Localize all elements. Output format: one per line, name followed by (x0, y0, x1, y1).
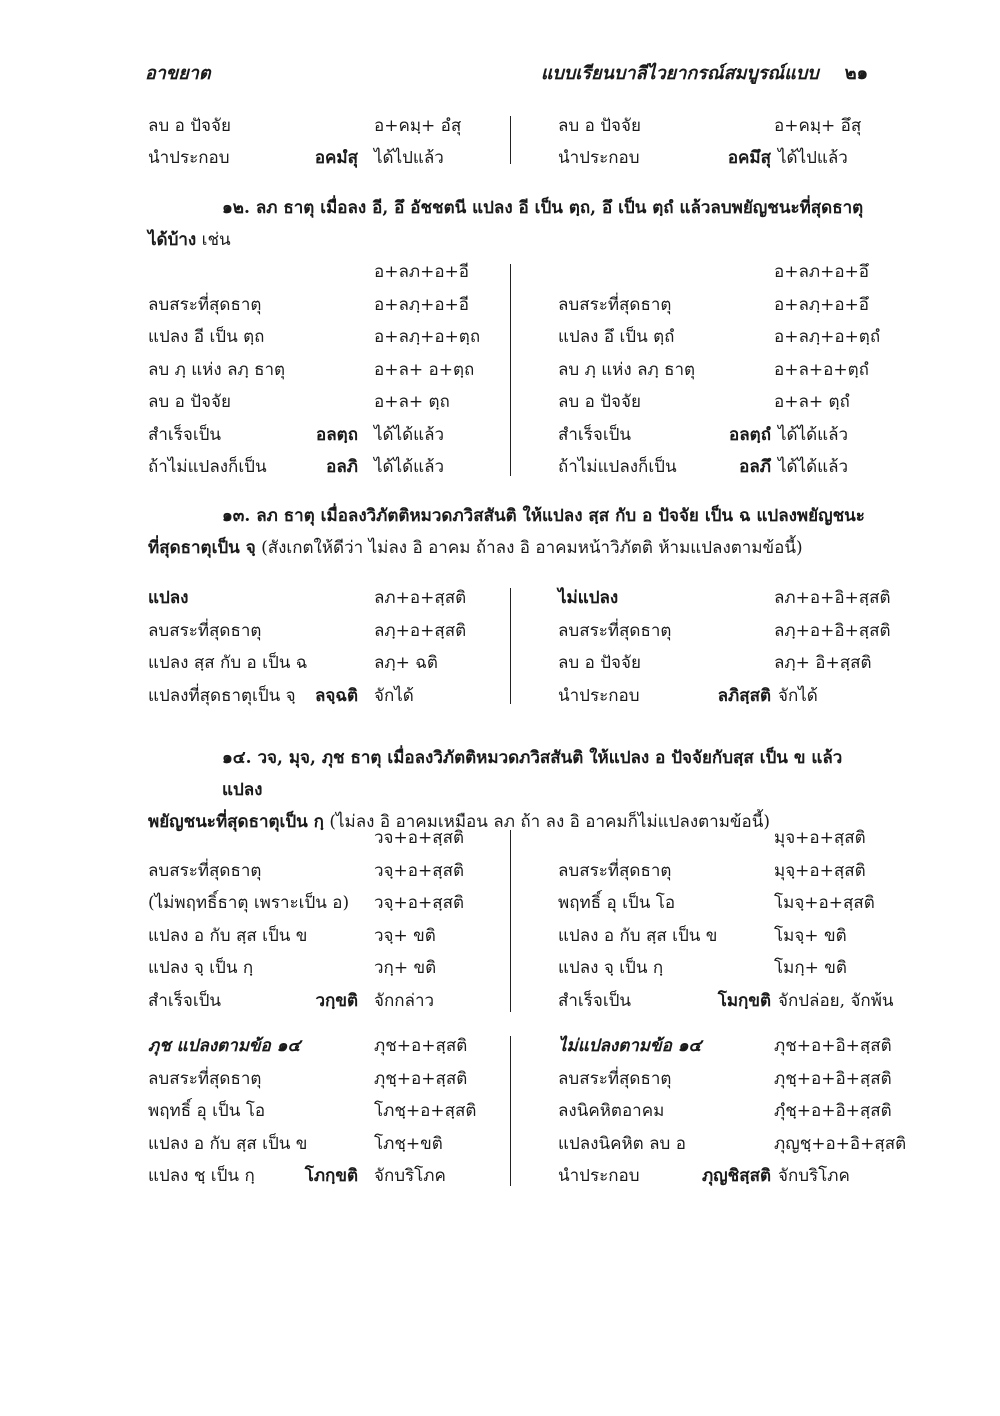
derivation-row (558, 356, 903, 384)
step-label: นำประกอบ (148, 148, 230, 168)
step-form: อ+ลภฺ+อ+ตฺถ (374, 327, 481, 347)
step-label: สำเร็จเป็น (148, 990, 222, 1011)
derivation-row (148, 144, 493, 172)
step-label: ลบ ภฺ แห่ง ลภฺ ธาตุ (148, 359, 286, 380)
step-label: แปลง จฺ เป็น กฺ (148, 958, 254, 978)
page-number: ๒๑ (844, 63, 868, 84)
step-label: ลบสระที่สุดธาตุ (148, 1068, 262, 1089)
step-label: แปลง ชฺ เป็น กฺ (148, 1166, 255, 1186)
result-word: โมกฺขติ (717, 990, 771, 1011)
derivation-row (148, 1032, 493, 1060)
derivation-row (148, 1065, 493, 1093)
step-label: นำประกอบ (558, 685, 640, 706)
rule-13-heading (148, 500, 868, 564)
derivation-row (558, 323, 903, 351)
derivation-row (558, 258, 903, 286)
derivation-row (148, 1130, 493, 1158)
derivation-row (558, 1162, 903, 1190)
step-label: ลบ อ ปัจจัย (148, 392, 231, 412)
column-divider (510, 1036, 511, 1186)
step-label: ลบสระที่สุดธาตุ (558, 860, 672, 881)
step-form: อ+ล+ ตฺถํ (774, 392, 850, 412)
step-form: โมจฺ+ ขติ (774, 925, 847, 946)
derivation-row (558, 857, 903, 885)
derivation-row (148, 421, 493, 449)
rule-12-heading (148, 192, 868, 256)
meaning: จักปล่อย, จักพ้น (778, 990, 894, 1011)
step-label: ลบ ภฺ แห่ง ลภฺ ธาตุ (558, 359, 696, 380)
step-label: แปลง อ กับ สฺส เป็น ข (148, 1133, 308, 1154)
result-word: อลภึ (739, 457, 771, 477)
step-form: อ+คมฺ+ อึสุ (774, 116, 862, 136)
step-form: อ+ลภฺ+อ+อึ (774, 294, 869, 315)
derivation-row (148, 112, 493, 140)
step-form: โมจฺ+อ+สฺสติ (774, 893, 875, 913)
running-header-chapter: อาขยาต (145, 63, 211, 84)
meaning: ได้ได้แล้ว (778, 424, 849, 445)
step-label: ลบสระที่สุดธาตุ (148, 860, 262, 881)
step-label: ภุช แปลงตามข้อ ๑๔ (148, 1036, 301, 1056)
step-label: แปลง อึ เป็น ตฺถํ (558, 327, 675, 347)
derivation-row (558, 144, 903, 172)
rule-13-line2-bold: ที่สุดธาตุเป็น จฺ (148, 538, 256, 558)
step-label: ลบ อ ปัจจัย (148, 116, 231, 136)
step-form: ลภฺ+อ+อิ+สฺสติ (774, 620, 891, 641)
derivation-row (148, 584, 493, 612)
derivation-row (148, 682, 493, 710)
meaning: ได้ได้แล้ว (374, 424, 445, 445)
step-form: อ+ลภฺ+อ+อี (374, 294, 469, 315)
result-word: ลจฺฉติ (315, 685, 358, 706)
step-form: โมกฺ+ ขติ (774, 958, 847, 978)
step-form: มุจฺ+อ+สฺสติ (774, 860, 866, 881)
step-label: สำเร็จเป็น (148, 424, 222, 445)
step-form: อ+ล+ ตฺถ (374, 392, 450, 412)
rule-13-line2: (สังเกตให้ดีว่า ไม่ลง อิ อาคม ถ้าลง อิ อาคมหน้าวิภัตติ ห้ามแปลงตามข้อนี้) (255, 538, 803, 558)
derivation-row (558, 649, 903, 677)
derivation-row (558, 922, 903, 950)
step-form: อ+ล+ อ+ตฺถ (374, 359, 475, 380)
step-label: แปลงนิคหิต ลบ อ (558, 1133, 686, 1154)
derivation-row (558, 954, 903, 982)
column-divider (510, 116, 511, 164)
derivation-row (148, 1162, 493, 1190)
book-title: แบบเรียนบาลีไวยากรณ์สมบูรณ์แบบ (540, 63, 819, 84)
derivation-row (558, 1097, 903, 1125)
derivation-row (148, 824, 493, 852)
step-label: ลบสระที่สุดธาตุ (558, 294, 672, 315)
step-label: ลบสระที่สุดธาตุ (148, 294, 262, 315)
result-word: อลตฺถํ (729, 424, 771, 445)
step-label: ถ้าไม่แปลงก็เป็น (148, 457, 267, 477)
result-word: วกฺขติ (315, 990, 358, 1011)
derivation-row (148, 453, 493, 481)
step-label: ถ้าไม่แปลงก็เป็น (558, 457, 677, 477)
step-label: ลบสระที่สุดธาตุ (558, 620, 672, 641)
column-divider (510, 588, 511, 704)
step-label: สำเร็จเป็น (558, 990, 632, 1011)
step-form: วจฺ+อ+สฺสติ (374, 893, 464, 913)
step-form: มุจ+อ+สฺสติ (774, 828, 866, 848)
derivation-row (148, 954, 493, 982)
step-form: วจฺ+อ+สฺสติ (374, 860, 464, 881)
derivation-row (148, 857, 493, 885)
derivation-row (558, 1065, 903, 1093)
step-form: ภุญชฺ+อ+อิ+สฺสติ (774, 1133, 907, 1154)
derivation-row (148, 617, 493, 645)
step-form: โภชฺ+อ+สฺสติ (374, 1101, 477, 1121)
derivation-row (148, 922, 493, 950)
step-form: โภชฺ+ขติ (374, 1133, 443, 1154)
derivation-row (148, 388, 493, 416)
result-word: ภุญชิสฺสติ (701, 1166, 771, 1186)
derivation-row (558, 1130, 907, 1158)
meaning: จักกล่าว (374, 990, 435, 1011)
step-form: ภุช+อ+อิ+สฺสติ (774, 1036, 892, 1056)
step-form: ภุช+อ+สฺสติ (374, 1036, 468, 1056)
step-form: ภุํชฺ+อ+อิ+สฺสติ (774, 1101, 892, 1121)
derivation-row (558, 112, 903, 140)
derivation-row (558, 682, 903, 710)
meaning: จักได้ (778, 685, 818, 706)
step-form: อ+ลภ+อ+อึ (774, 262, 869, 282)
step-label: สำเร็จเป็น (558, 424, 632, 445)
step-form: วจฺ+ ขติ (374, 925, 436, 946)
rule-14-line2: (ไม่ลง อิ อาคมเหมือน ลภ ถ้า ลง อิ อาคมก็ไม่แปลงตามข้อนี้) (323, 812, 771, 832)
step-form: อ+ลภฺ+อ+ตฺถํ (774, 327, 881, 347)
derivation-row (558, 1032, 903, 1060)
step-form: ลภ+อ+สฺสติ (374, 588, 467, 608)
derivation-row (558, 453, 903, 481)
step-form: ภุชฺ+อ+สฺสติ (374, 1068, 468, 1089)
meaning: ได้ได้แล้ว (374, 457, 445, 477)
meaning: จักบริโภค (374, 1166, 446, 1186)
result-word: อคมํสุ (314, 148, 358, 168)
column-divider (510, 264, 511, 476)
rule-14-line1: ๑๔. วจ, มุจ, ภุช ธาตุ เมื่อลงวิภัตติหมวดภวิสสันติ ให้แปลง อ ปัจจัยกับสฺส เป็น ข แล้วแปลง (222, 748, 843, 800)
step-form: วกฺ+ ขติ (374, 958, 437, 978)
derivation-row (558, 889, 903, 917)
derivation-row (148, 356, 493, 384)
result-word: อคมึสุ (727, 148, 771, 168)
result-word: อลตฺถ (316, 424, 358, 445)
step-form: ลภฺ+ ฉติ (374, 653, 438, 673)
step-form: ภุชฺ+อ+อิ+สฺสติ (774, 1068, 892, 1089)
meaning: ได้ไปแล้ว (778, 148, 848, 168)
step-label: (ไม่พฤทธิ์ธาตุ เพราะเป็น อ) (148, 893, 350, 913)
step-form: ลภฺ+ อิ+สฺสติ (774, 653, 872, 673)
rule-12-line2-bold: ได้บ้าง (148, 230, 197, 250)
derivation-row (148, 258, 493, 286)
step-label: พฤทธิ์ อุ เป็น โอ (148, 1101, 266, 1121)
derivation-row (558, 824, 903, 852)
result-word: โภกฺขติ (304, 1166, 358, 1186)
step-label: ลงนิคหิตอาคม (558, 1101, 665, 1121)
step-label: แปลงที่สุดธาตุเป็น จฺ (148, 685, 296, 706)
result-word: อลภิ (326, 457, 358, 477)
derivation-row (148, 987, 493, 1015)
derivation-row (558, 617, 903, 645)
meaning: ได้ไปแล้ว (374, 148, 444, 168)
step-label: ไม่แปลง (558, 588, 619, 608)
derivation-row (148, 291, 493, 319)
step-label: ไม่แปลงตามข้อ ๑๔ (558, 1036, 702, 1056)
step-label: แปลง จฺ เป็น กฺ (558, 958, 664, 978)
step-label: นำประกอบ (558, 148, 640, 168)
step-label: ลบ อ ปัจจัย (558, 116, 641, 136)
step-form: อ+ล+อ+ตฺถํ (774, 359, 869, 380)
step-form: ลภฺ+อ+สฺสติ (374, 620, 467, 641)
derivation-row (558, 291, 903, 319)
result-word: ลภิสฺสติ (717, 685, 771, 706)
derivation-row (558, 987, 903, 1015)
step-form: อ+คมฺ+ อํสุ (374, 116, 462, 136)
derivation-row (148, 1097, 493, 1125)
derivation-row (558, 388, 903, 416)
step-form: ลภ+อ+อิ+สฺสติ (774, 588, 891, 608)
rule-14-line2-bold: พยัญชนะที่สุดธาตุเป็น กฺ (148, 812, 324, 832)
meaning: จักได้ (374, 685, 414, 706)
step-form: วจ+อ+สฺสติ (374, 828, 464, 848)
derivation-row (148, 889, 493, 917)
derivation-row (148, 323, 493, 351)
step-label: แปลง อี เป็น ตฺถ (148, 327, 265, 347)
step-label: ลบสระที่สุดธาตุ (558, 1068, 672, 1089)
step-label: แปลง อ กับ สฺส เป็น ข (558, 925, 718, 946)
step-label: นำประกอบ (558, 1166, 640, 1186)
meaning: จักบริโภค (778, 1166, 850, 1186)
derivation-row (148, 649, 493, 677)
derivation-row (558, 584, 903, 612)
step-label: พฤทธิ์ อุ เป็น โอ (558, 893, 676, 913)
column-divider (510, 830, 511, 1012)
meaning: ได้ได้แล้ว (778, 457, 849, 477)
step-label: ลบสระที่สุดธาตุ (148, 620, 262, 641)
rule-12-line2: เช่น (196, 230, 231, 250)
derivation-row (558, 421, 903, 449)
step-label: แปลง อ กับ สฺส เป็น ข (148, 925, 308, 946)
step-form: อ+ลภ+อ+อี (374, 262, 469, 282)
step-label: แปลง สฺส กับ อ เป็น ฉ (148, 653, 308, 673)
rule-12-line1: ๑๒. ลภ ธาตุ เมื่อลง อี, อึ อัชชตนี แปลง อี เป็น ตฺถ, อึ เป็น ตฺถํ แล้วลบพยัญชนะที่สุดธาตุ (222, 198, 864, 218)
running-header-title (541, 58, 868, 87)
rule-13-line1: ๑๓. ลภ ธาตุ เมื่อลงวิภัตติหมวดภวิสสันติ ให้แปลง สฺส กับ อ ปัจจัย เป็น ฉ แปลงพยัญชนะ (222, 506, 865, 526)
step-label: แปลง (148, 588, 189, 608)
step-label: ลบ อ ปัจจัย (558, 392, 641, 412)
step-label: ลบ อ ปัจจัย (558, 653, 641, 673)
